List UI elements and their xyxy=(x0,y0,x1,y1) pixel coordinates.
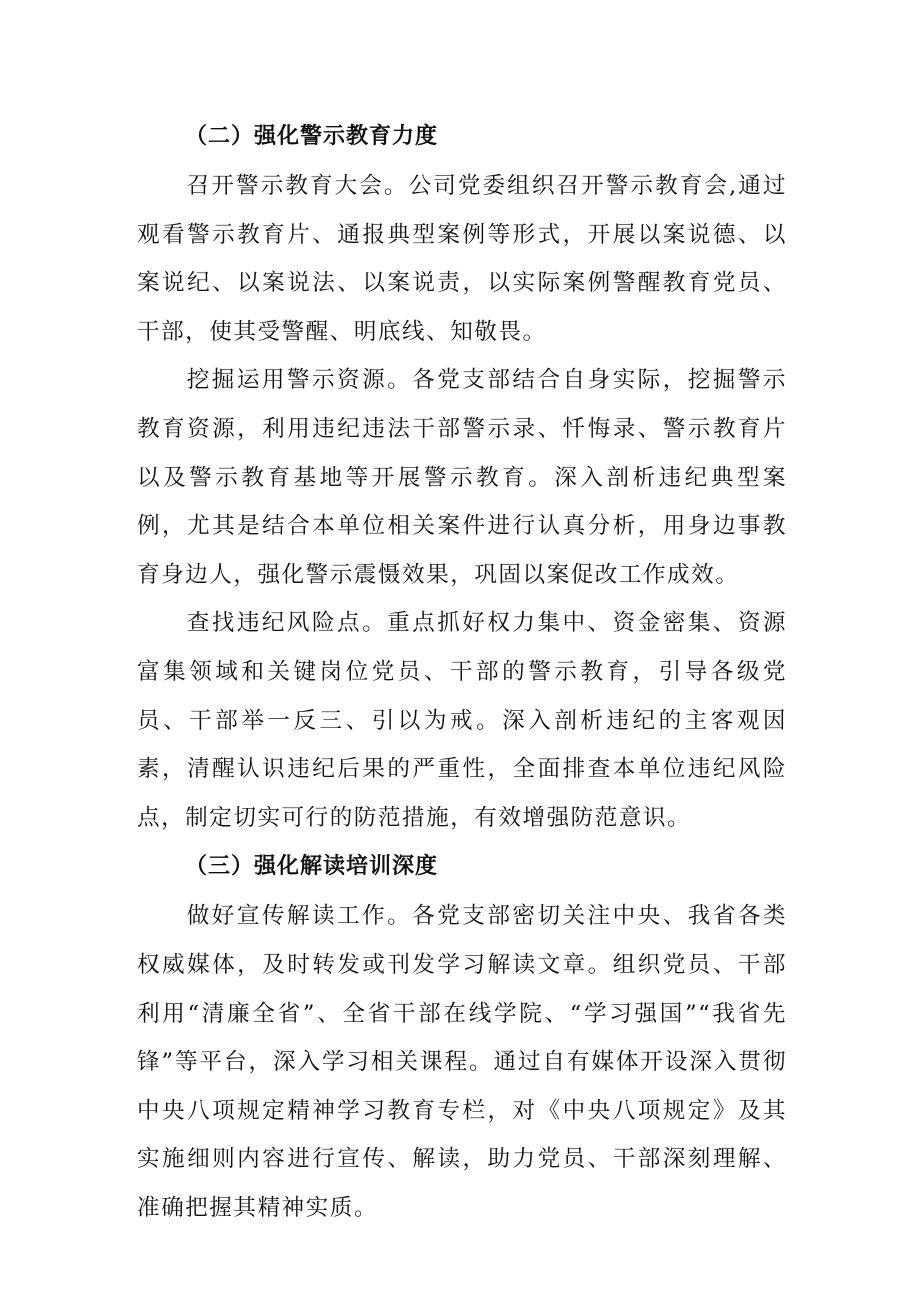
section-heading-3: （三）强化解读培训深度 xyxy=(185,854,439,880)
paragraph-publicity-interpretation: 做好宣传解读工作。各党支部密切关注中央、我省各类权威媒体，及时转发或刊发学习解读文章。组织党员、干部利用“清廉全省”、全省干部在线学院、“学习强国”“我省先锋”等平台，深入学习相关课程。通过自有媒体开设深入贯彻中央八项规定精神学习教育专栏，对《中央八项规定》及其实施细则内容进行宣传、解读，助力党员、干部深刻理解、准确把握其精神实质。 xyxy=(137,903,787,1221)
document-body xyxy=(137,112,787,1232)
paragraph-risk-points: 查找违纪风险点。重点抓好权力集中、资金密集、资源富集领域和关键岗位党员、干部的警示教育，引导各级党员、干部举一反三、引以为戒。深入剖析违纪的主客观因素，清醒认识违纪后果的严重性，全面排查本单位违纪风险点，制定切实可行的防范措施，有效增强防范意识。 xyxy=(137,610,787,831)
paragraph-warning-resources: 挖掘运用警示资源。各党支部结合自身实际，挖掘警示教育资源，利用违纪违法干部警示录、忏悔录、警示教育片以及警示教育基地等开展警示教育。深入剖析违纪典型案例，尤其是结合本单位相关案件进行认真分析，用身边事教育身边人，强化警示震慑效果，巩固以案促改工作成效。 xyxy=(137,367,787,588)
paragraph-warning-conference: 召开警示教育大会。公司党委组织召开警示教育会,通过观看警示教育片、通报典型案例等形式，开展以案说德、以案说纪、以案说法、以案说责，以实际案例警醒教育党员、干部，使其受警醒、明底线、知敬畏。 xyxy=(137,173,787,345)
section-heading-2: （二）强化警示教育力度 xyxy=(185,124,439,149)
